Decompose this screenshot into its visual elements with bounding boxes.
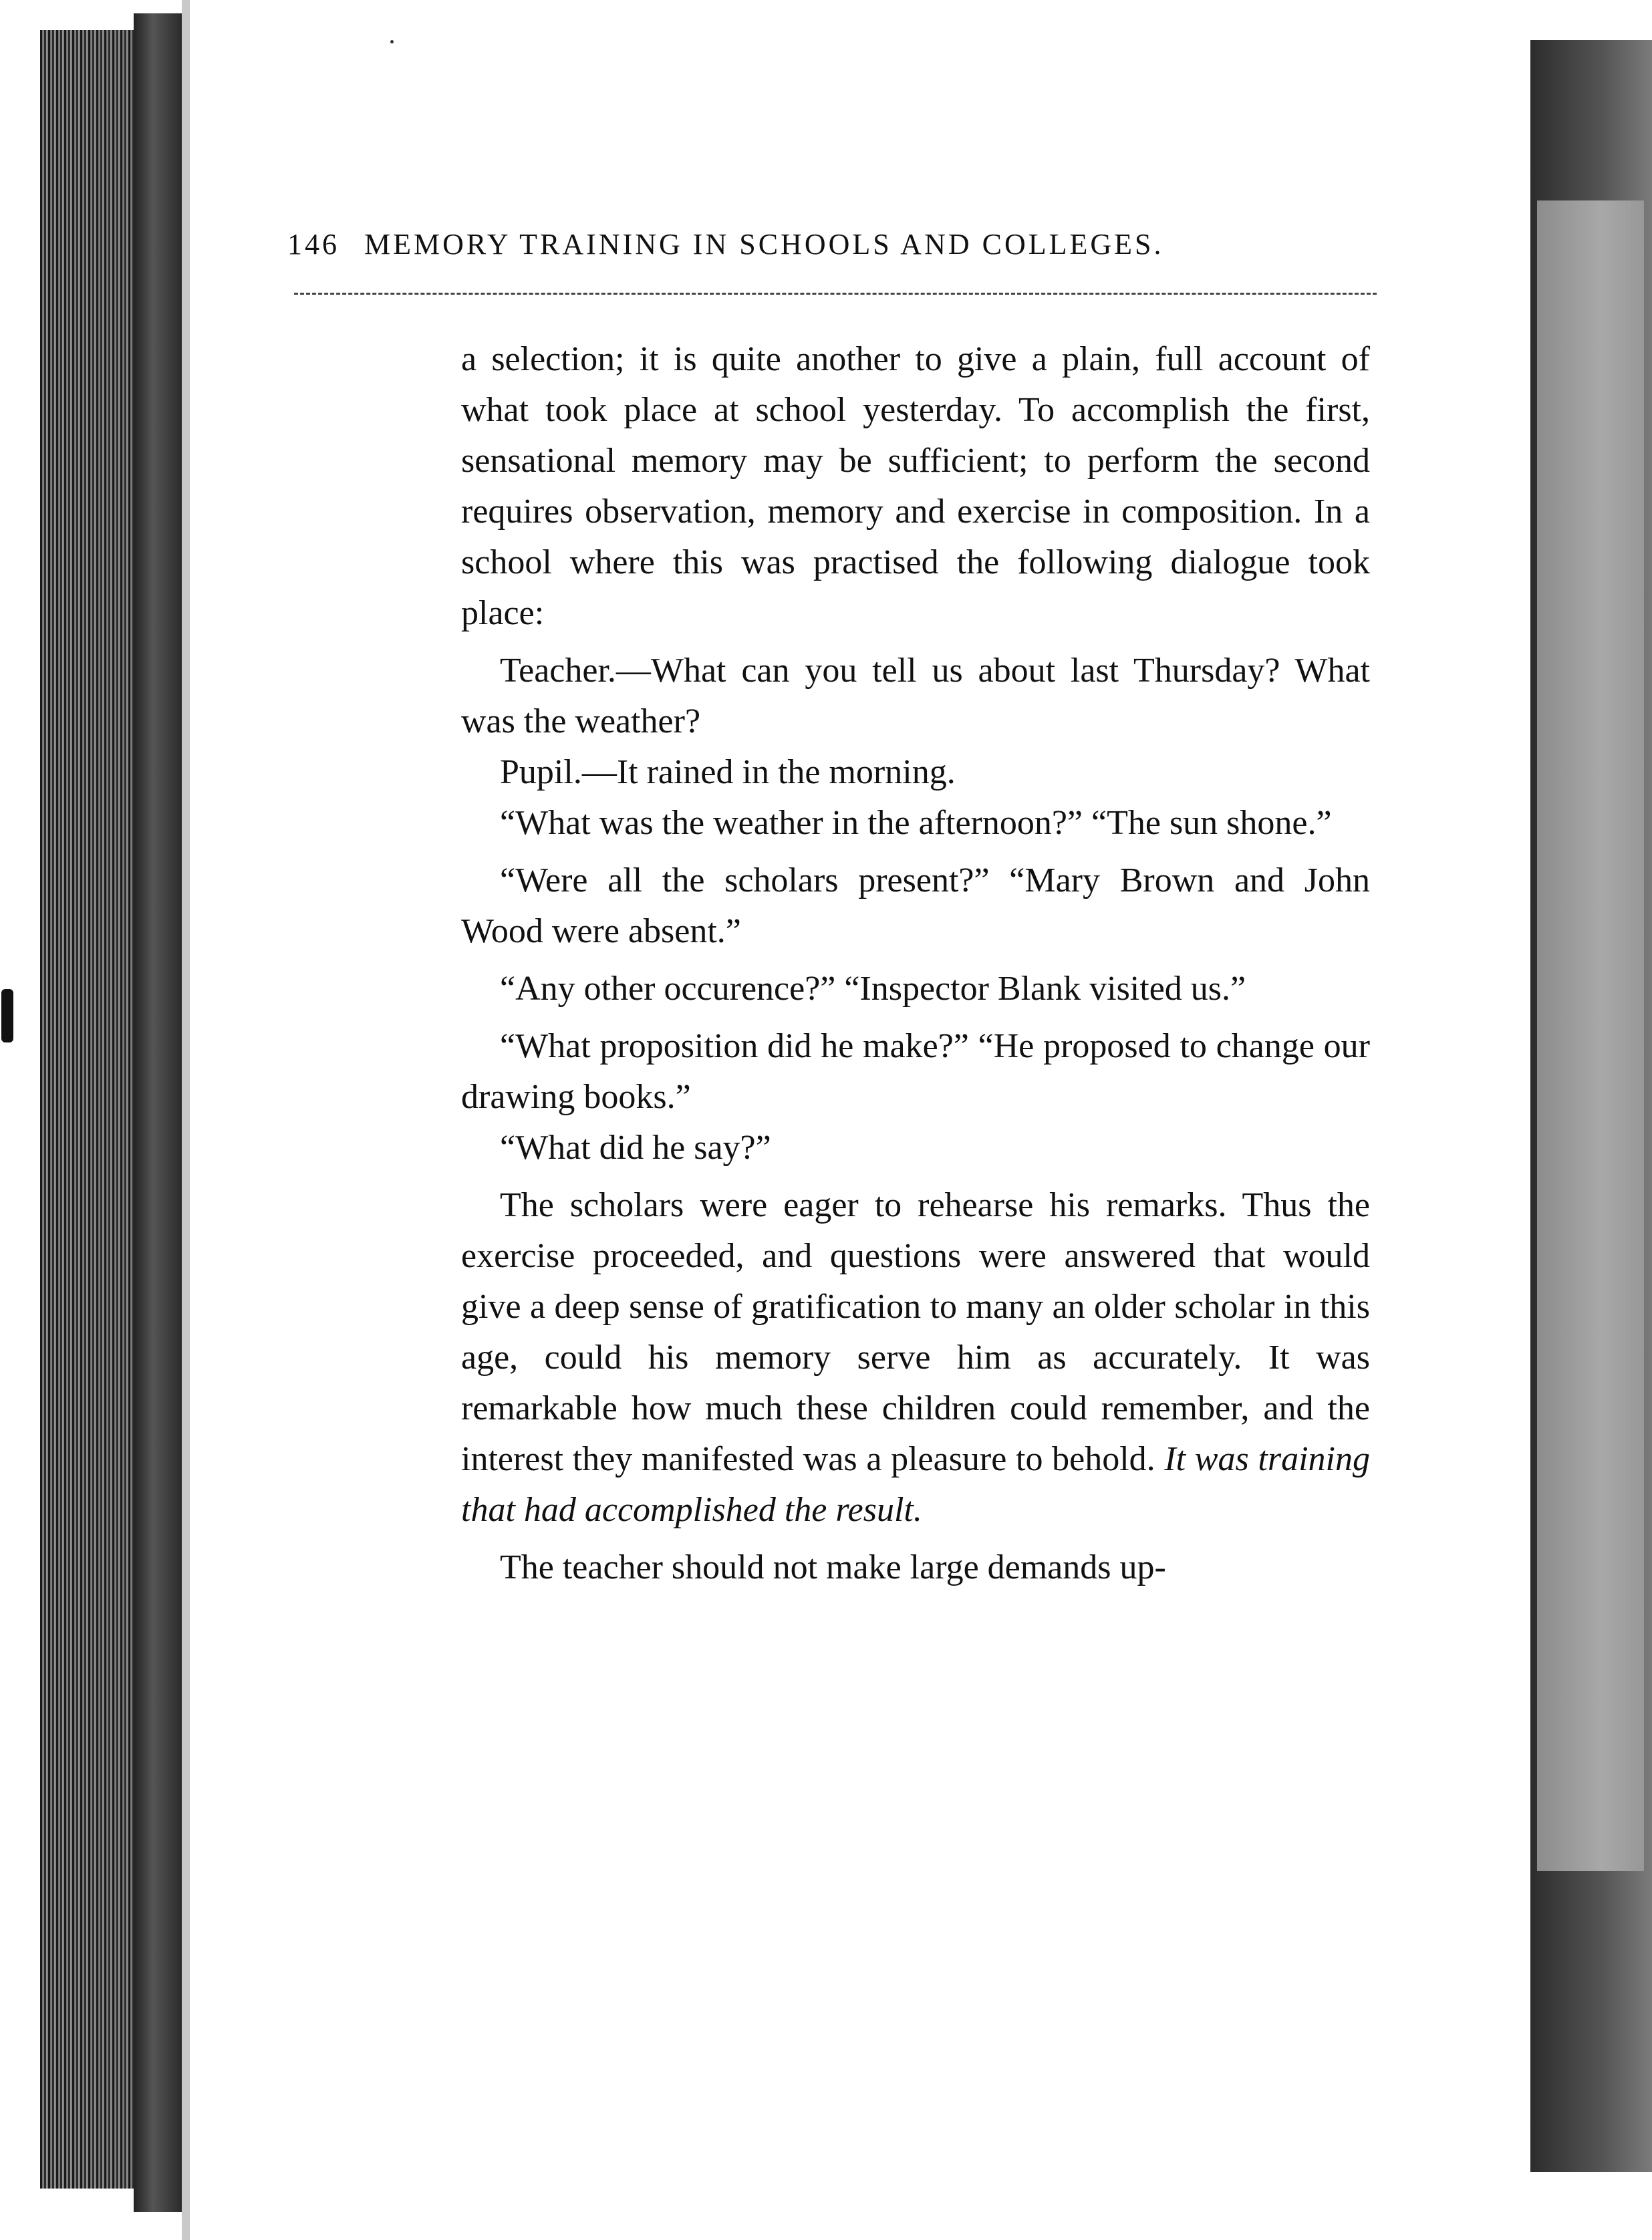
binding-gutter: [182, 0, 190, 2240]
running-head-rule: [294, 293, 1377, 295]
body-text: [461, 334, 1370, 1593]
paragraph-5: “Were all the scholars present?” “Mary Brown and John Wood were absent.”: [461, 861, 1370, 950]
paragraph-8: “What did he say?”: [500, 1129, 771, 1167]
paragraph-2: Teacher.—What can you tell us about last Thursday? What was the weather?: [461, 652, 1370, 740]
paragraph-9-italic: It was training that had accomplished the result.: [461, 1440, 1370, 1529]
book-right-edge-highlight: [1537, 200, 1644, 1871]
paragraph-6: “Any other occurence?” “Inspector Blank visited us.”: [500, 970, 1246, 1008]
paragraph-1: a selection; it is quite another to give a plain, full account of what took place at school yesterday. To accomplish the first, sensational memory may be sufficient; to perform the second requires observation, memory and exercise in composition. In a school where this was practised the following dialogue took place:: [461, 340, 1370, 632]
scan-speck: [390, 40, 394, 43]
running-head-title: MEMORY TRAINING IN SCHOOLS AND COLLEGES.: [364, 228, 1164, 261]
paragraph-7: “What proposition did he make?” “He proposed to change our drawing books.”: [461, 1027, 1370, 1116]
running-head: [287, 227, 1370, 261]
page-number: 146: [287, 228, 339, 261]
paragraph-3: Pupil.—It rained in the morning.: [500, 753, 956, 791]
book-left-edge: [0, 0, 190, 2240]
scan-blemish: [1, 989, 13, 1042]
paragraph-9: [461, 1180, 1370, 1536]
paragraph-9-text: The scholars were eager to rehearse his remarks. Thus the exercise proceeded, and questions were answered that would give a deep sense of gratification to many an older scholar in this age, could his memory serve him as accurately. It was remarkable how much these children could remember, and the interest they manifested was a pleasure to behold.: [461, 1186, 1370, 1478]
page-edges-stack: [40, 30, 134, 2189]
paragraph-4: “What was the weather in the afternoon?” “The sun shone.”: [500, 804, 1332, 842]
binding-shadow: [134, 13, 182, 2212]
paragraph-10: The teacher should not make large demands up-: [500, 1548, 1166, 1586]
